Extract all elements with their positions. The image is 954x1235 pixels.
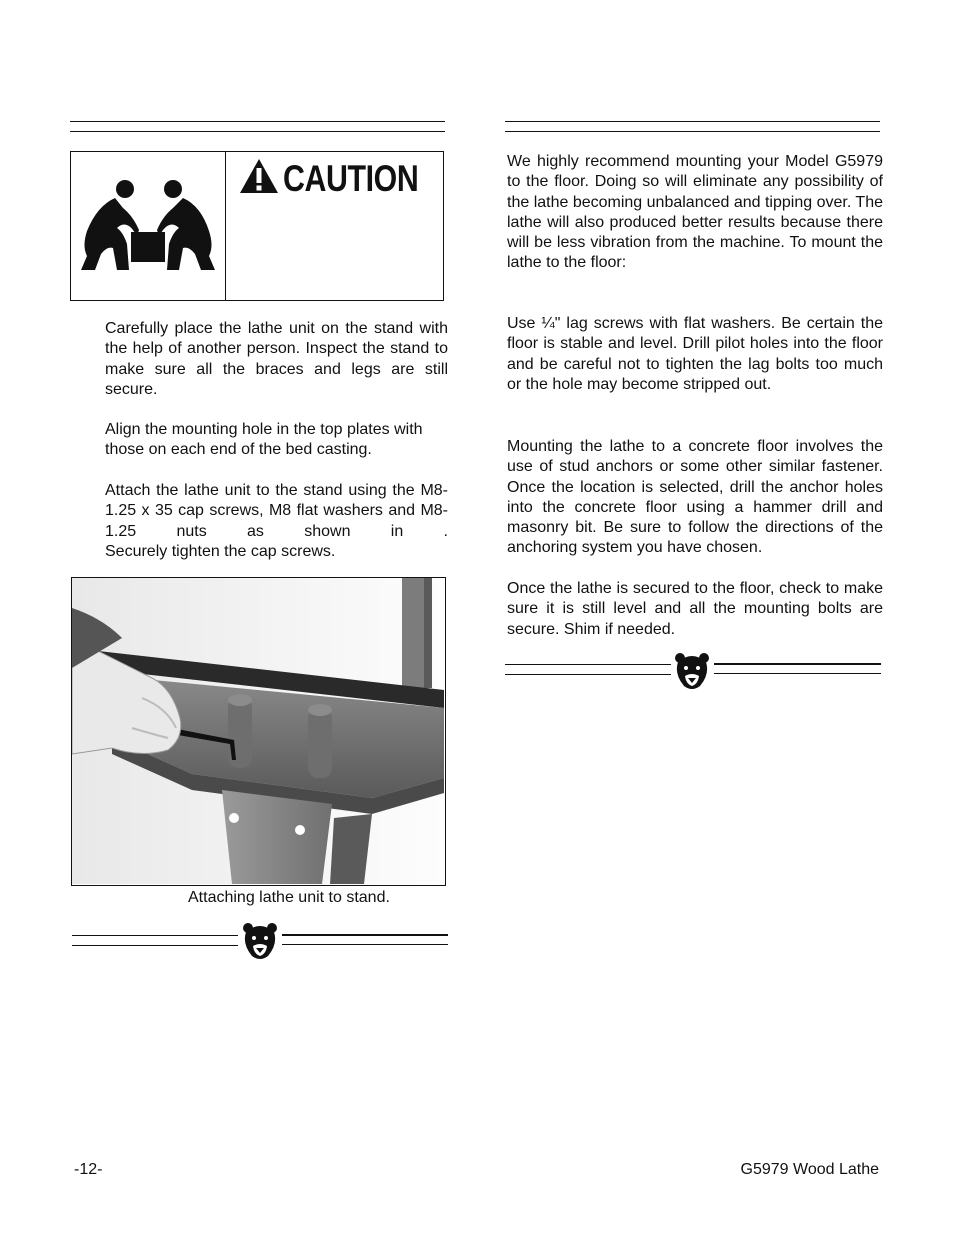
right-header-rule-bottom	[505, 131, 880, 132]
right-end-rule-a2	[505, 674, 671, 675]
caution-label: CAUTION	[283, 158, 419, 199]
left-header-rule-bottom	[70, 131, 445, 132]
right-end-rule-b1	[714, 663, 881, 665]
right-end-rule-b2	[714, 673, 881, 674]
left-end-rule-a2	[72, 945, 238, 946]
bear-head-icon	[674, 652, 710, 690]
left-end-rule-a1	[72, 935, 238, 936]
figure-caption: Attaching lathe unit to stand.	[188, 889, 390, 906]
right-end-rule-a1	[505, 664, 671, 665]
right-intro-paragraph: We highly recommend mounting your Model G5979 to the floor. Doing so will eliminate any possibility of the lathe becoming unbalanced and tipping over. The lathe will also produced better results because there will be less vibration from the machine. To mount the lathe to the floor:	[507, 153, 883, 272]
right-final-check-paragraph: Once the lathe is secured to the floor, check to make sure it is still level and all the mounting bolts are secure. Shim if needed.	[507, 580, 883, 638]
left-end-rule-b1	[282, 934, 448, 936]
right-header-rule-top	[505, 121, 880, 122]
caution-divider	[225, 152, 226, 300]
left-paragraph-2: Align the mounting hole in the top plates with those on each end of the bed casting.	[105, 421, 423, 459]
two-person-lift-icon	[77, 176, 217, 276]
left-paragraph-3: Attach the lathe unit to the stand using the M8-1.25 x 35 cap screws, M8 flat washers and M8-1.25 nuts as shown in .	[105, 482, 448, 540]
right-wood-floor-paragraph: Use ¼" lag screws with flat washers. Be certain the floor is stable and level. Drill pilot holes into the floor and be careful not to tighten the lag bolts too much or the hole may become stripped out.	[507, 315, 883, 393]
right-concrete-floor-paragraph: Mounting the lathe to a concrete floor involves the use of stud anchors or some other similar fastener. Once the location is selected, drill the anchor holes into the concrete floor using a hammer drill and masonry bit. Be sure to follow the directions of the anchoring system you have chosen.	[507, 438, 883, 557]
left-header-rule-top	[70, 121, 445, 122]
lathe-stand-photo	[71, 577, 446, 886]
left-paragraph-4: Securely tighten the cap screws.	[105, 543, 336, 560]
left-paragraph-1: Carefully place the lathe unit on the stand with the help of another person. Inspect the stand to make sure all the braces and legs are still secure.	[105, 320, 448, 398]
bear-head-icon	[242, 922, 278, 960]
warning-triangle-icon	[239, 158, 279, 194]
left-end-rule-b2	[282, 944, 448, 945]
caution-box	[70, 151, 444, 301]
footer-model: G5979 Wood Lathe	[740, 1161, 879, 1178]
page-number: -12-	[74, 1161, 103, 1178]
